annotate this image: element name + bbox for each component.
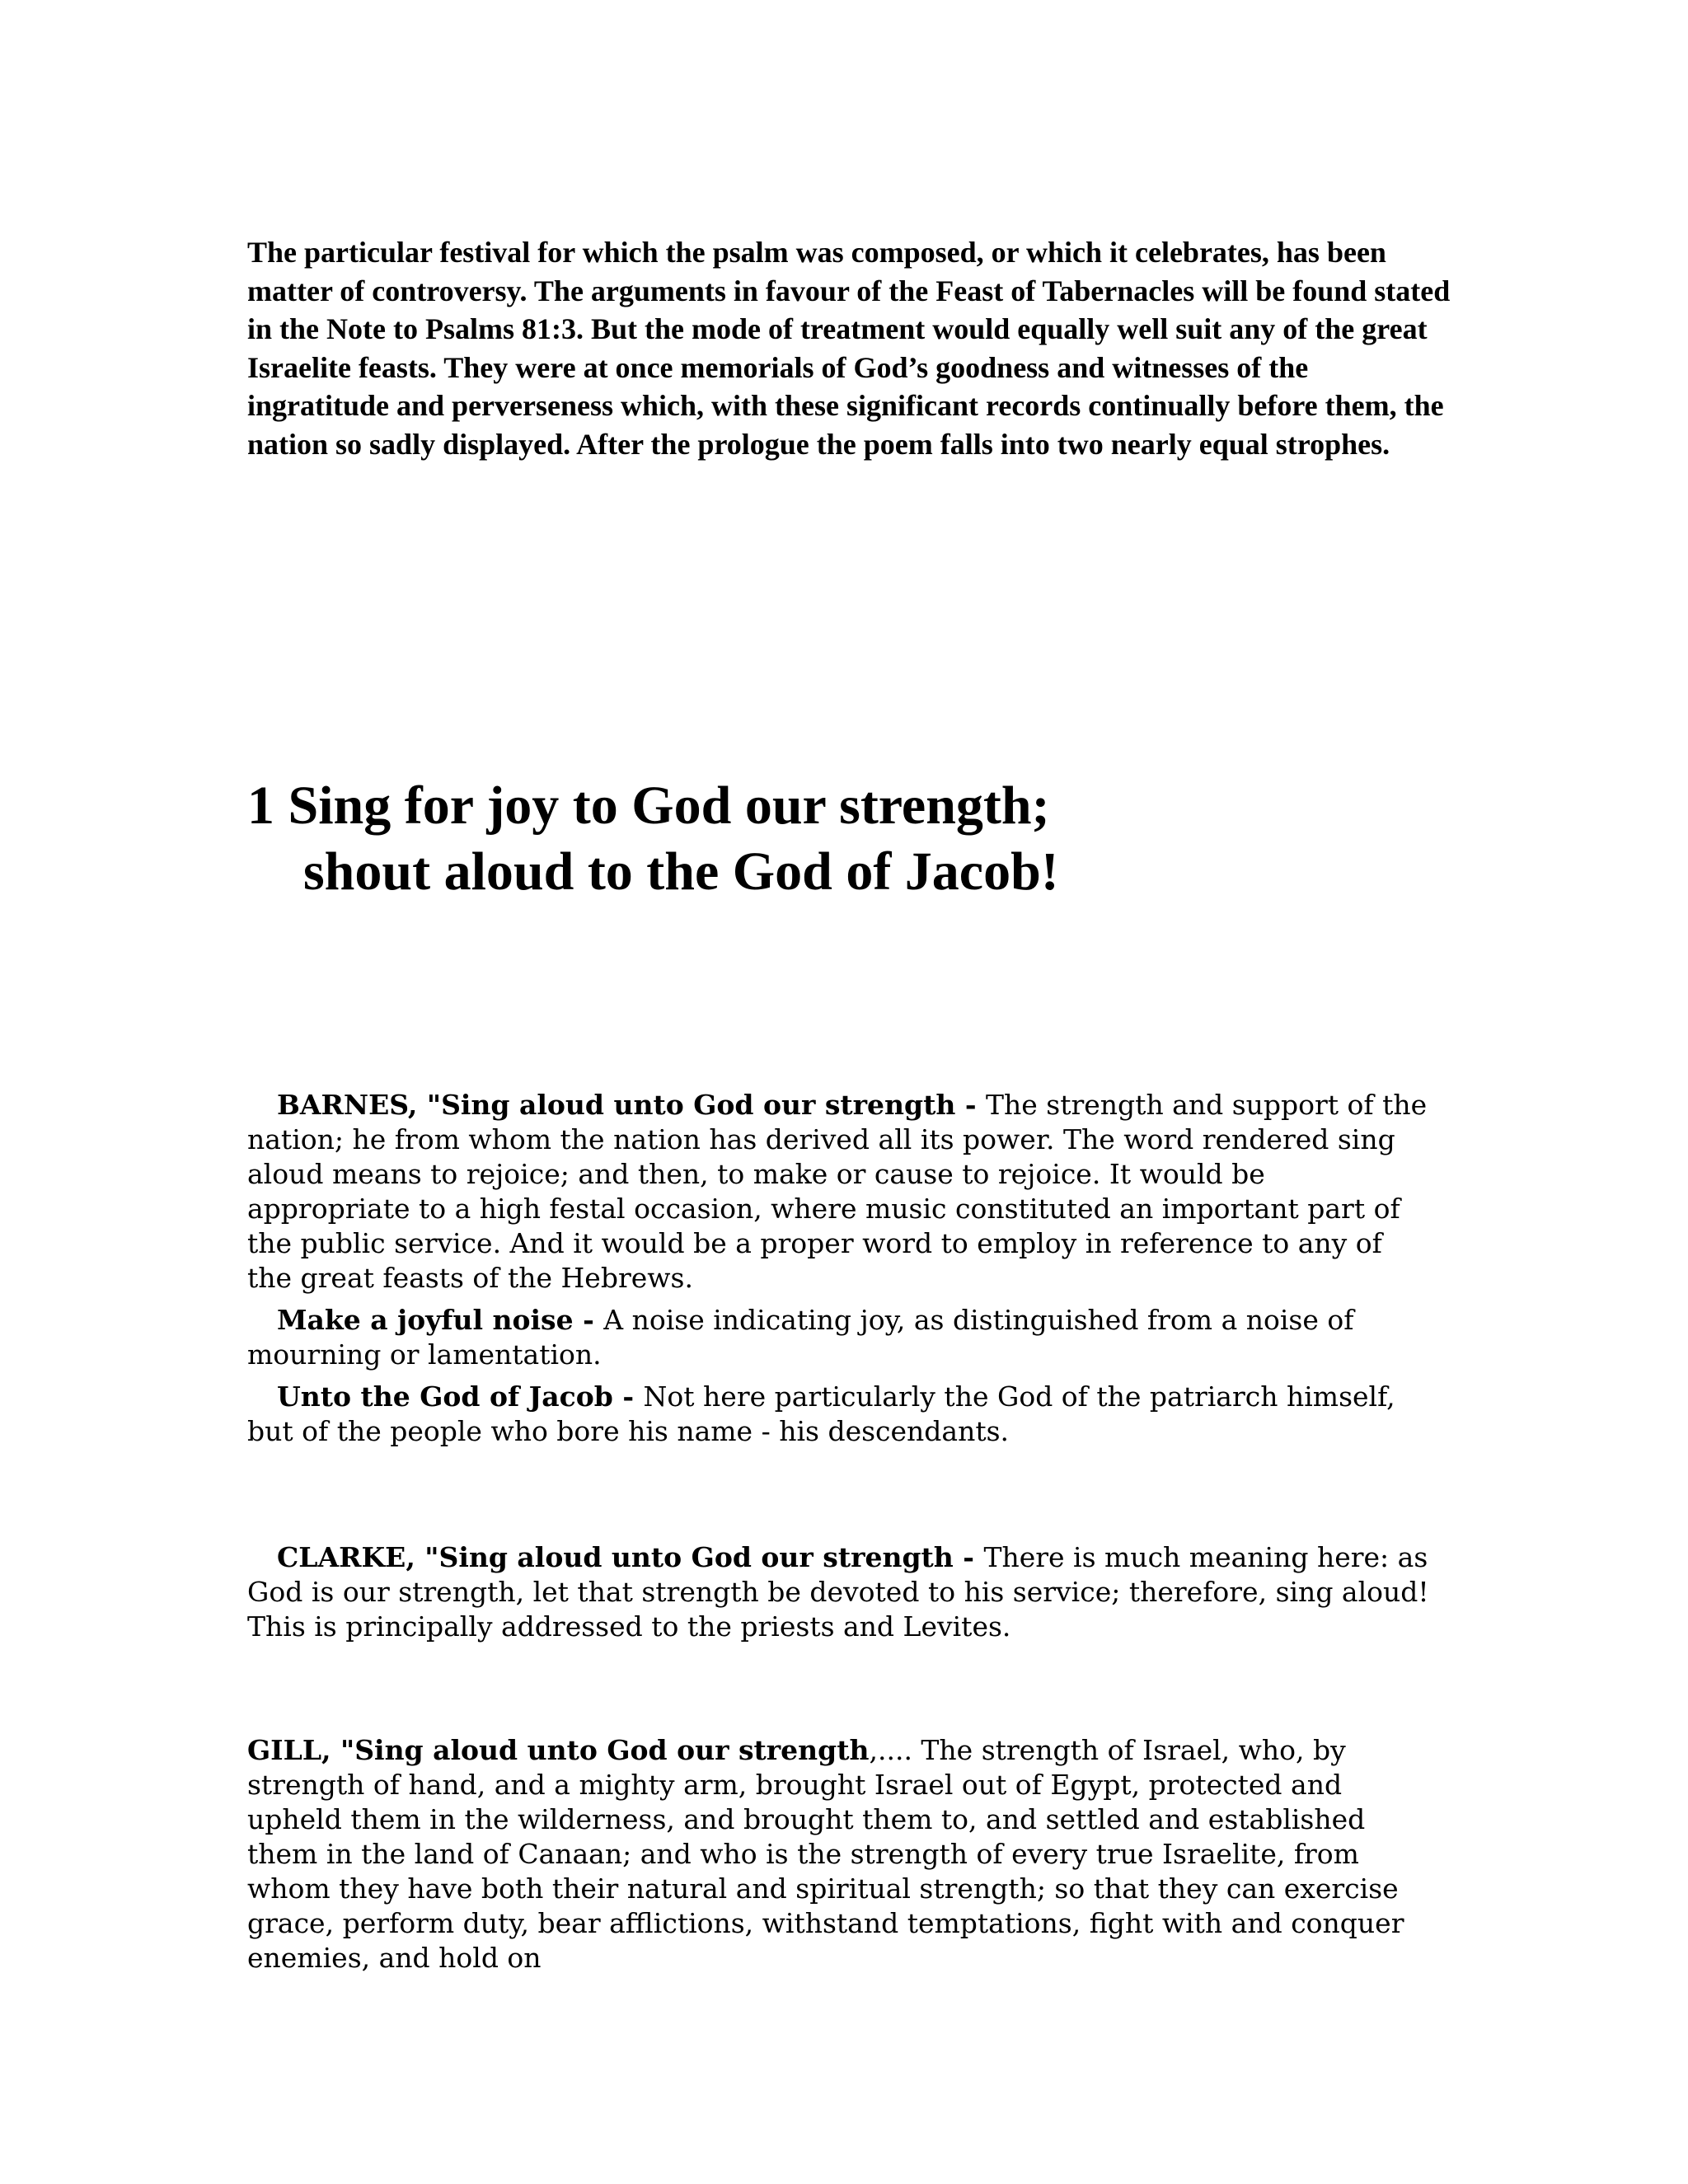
verse-line-1: 1 Sing for joy to God our strength; (247, 776, 1050, 836)
barnes-lemma-2: Make a joyful noise - (277, 1304, 604, 1336)
clarke-text: There is much meaning here: as God is our strength, let that strength be devoted to his service; therefore, sing aloud! This is principally addressed to the priests and Levites. (247, 1541, 1429, 1643)
verse-line-2: shout aloud to the God of Jacob! (303, 841, 1059, 902)
barnes-lemma-1: BARNES, "Sing aloud unto God our strength - (277, 1089, 987, 1121)
barnes-text-1: The strength and support of the nation; he from whom the nation has derived all its power. The word rendered sing aloud means to rejoice; and then, to make or cause to rejoice. It would be appropriate to a high festal occasion, where music constituted an important part of the public service. And it would be a proper word to employ in reference to any of the great feasts of the Hebrews. (247, 1089, 1428, 1294)
verse-heading (247, 773, 1484, 905)
barnes-paragraph-1 (247, 1088, 1434, 1296)
gill-paragraph (247, 1733, 1434, 1975)
gill-text: ,.... The strength of Israel, who, by strength of hand, and a mighty arm, brought Israel out of Egypt, protected and upheld them in the wilderness, and brought them to, and settled and established them in the land of Canaan; and who is the strength of every true Israelite, from whom they have both their natural and spiritual strength; so that they can exercise grace, perform duty, bear afflictions, withstand temptations, fight with and conquer enemies, and hold on (247, 1734, 1404, 1974)
barnes-paragraph-2 (247, 1303, 1434, 1372)
gill-lemma: GILL, "Sing aloud unto God our strength (247, 1734, 870, 1766)
barnes-text-2: A noise indicating joy, as distinguished from a noise of mourning or lamentation. (247, 1304, 1354, 1371)
clarke-commentary (247, 1540, 1434, 1652)
clarke-paragraph (247, 1540, 1434, 1644)
barnes-lemma-3: Unto the God of Jacob - (277, 1380, 644, 1413)
barnes-paragraph-3 (247, 1380, 1434, 1449)
barnes-commentary (247, 1088, 1434, 1456)
gill-commentary (247, 1733, 1434, 1983)
barnes-text-3: Not here particularly the God of the patriarch himself, but of the people who bore his name - his descendants. (247, 1380, 1395, 1447)
intro-paragraph: The particular festival for which the psalm was composed, or which it celebrates, has been matter of controversy. The arguments in favour of the Feast of Tabernacles will be found stated in the Note to Psalms 81:3. But the mode of treatment would equally well suit any of the great Israelite feasts. They were at once memorials of God’s goodness and witnesses of the ingratitude and perverseness which, with these significant records continually before them, the nation so sadly displayed. After the prologue the poem falls into two nearly equal strophes. (247, 236, 1451, 461)
clarke-lemma: CLARKE, "Sing aloud unto God our strength - (277, 1541, 984, 1573)
